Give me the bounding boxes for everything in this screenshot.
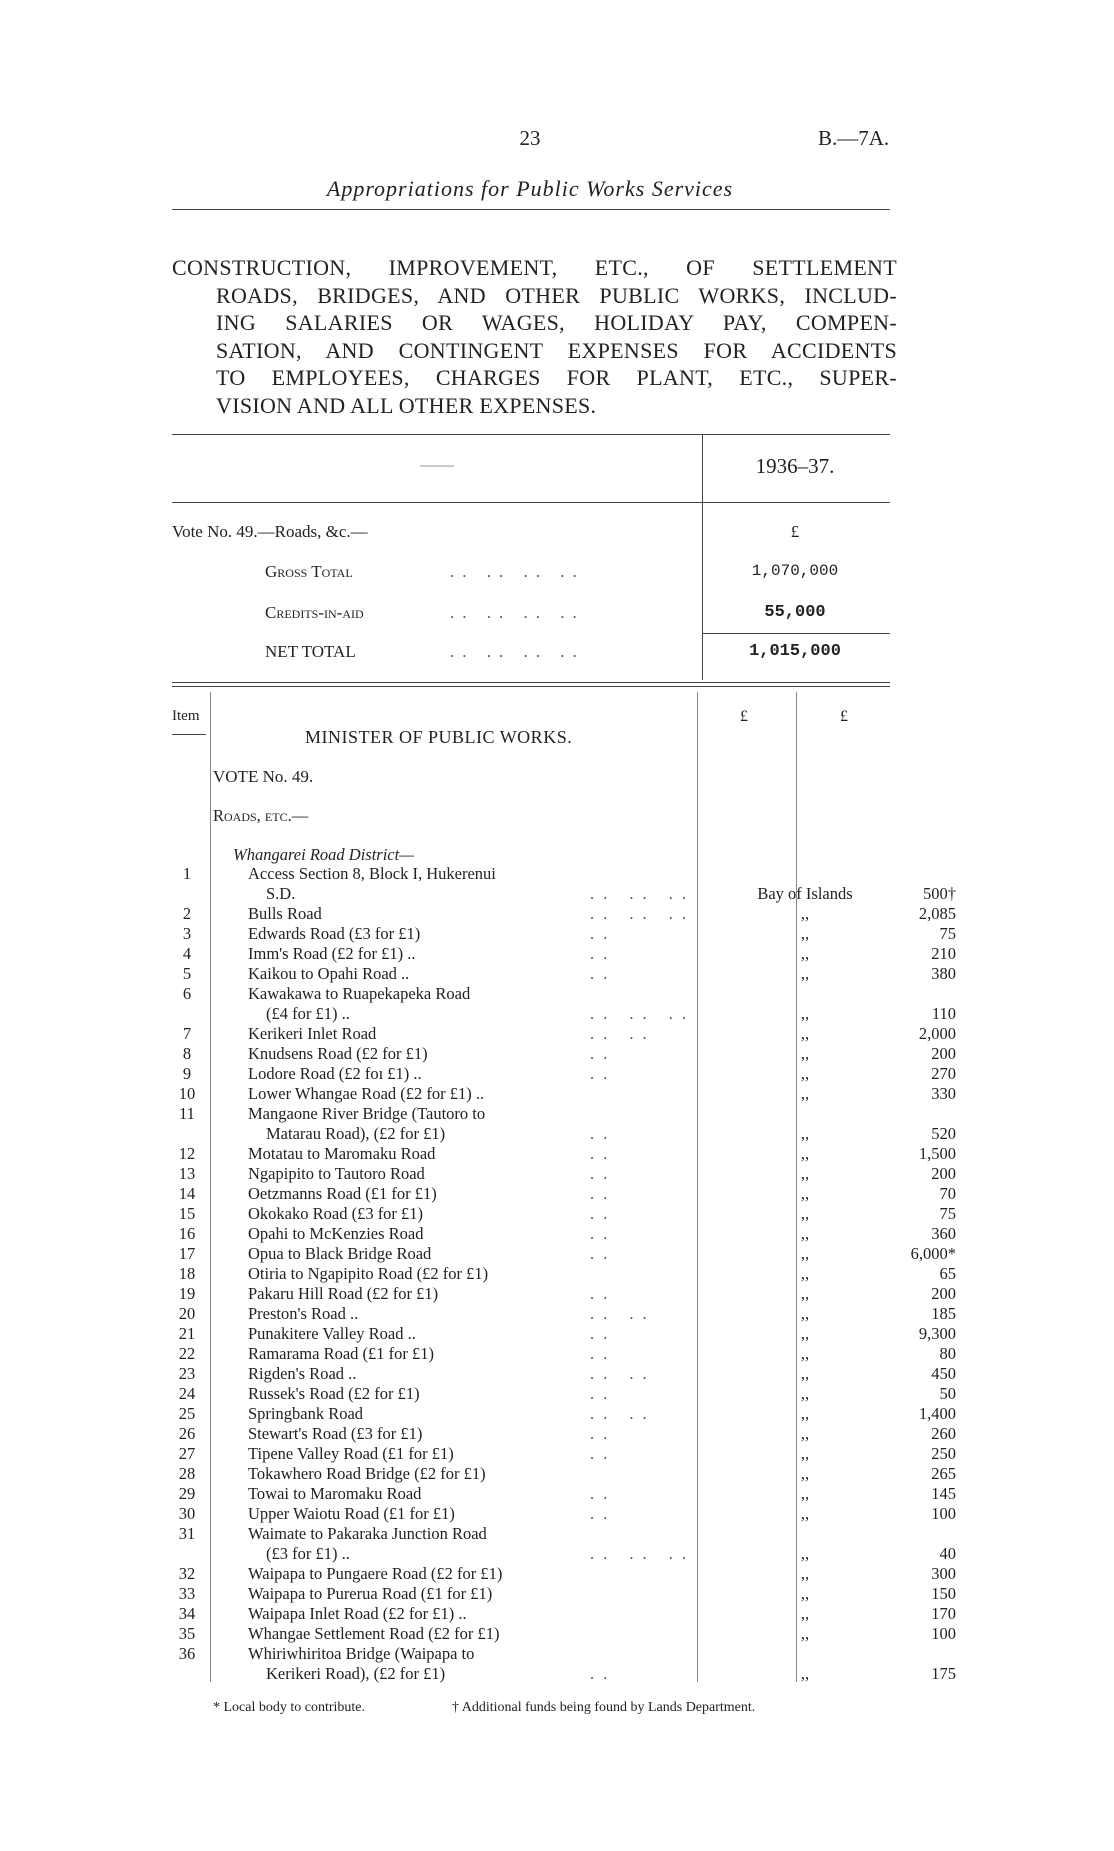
amount: 50: [939, 1384, 956, 1403]
amount: 300: [931, 1564, 956, 1583]
item-number: 30: [178, 1504, 196, 1523]
amount: 65: [939, 1264, 956, 1283]
county-name: Bay of Islands: [757, 884, 853, 903]
road-name: Waipapa Inlet Road (£2 for £1) ..: [248, 1604, 467, 1623]
leader-dots: ..: [590, 1284, 617, 1303]
table-row: [170, 1024, 1030, 1044]
county-name: ,,: [800, 1284, 810, 1303]
table-row: [170, 1084, 1030, 1104]
table-row: [170, 1144, 1030, 1164]
item-number: 31: [178, 1524, 196, 1543]
item-number: 23: [178, 1364, 196, 1383]
leader-dots: ..: [590, 1204, 617, 1223]
table-row: [170, 1524, 1030, 1544]
leader-dots: .. .. .. ..: [450, 642, 585, 661]
county-name: ,,: [800, 1304, 810, 1323]
item-number: 21: [178, 1324, 196, 1343]
leader-dots: ..: [590, 1344, 617, 1363]
leader-dots: ..: [590, 1324, 617, 1343]
county-name: ,,: [800, 1064, 810, 1083]
road-name: Preston's Road ..: [248, 1304, 359, 1323]
vote-label: Vote No. 49.—Roads, &c.—: [172, 522, 368, 541]
item-number: 34: [178, 1604, 196, 1623]
items-list: [170, 864, 1030, 1684]
amount: 75: [939, 924, 956, 943]
amount: 330: [931, 1084, 956, 1103]
leader-dots: ..: [590, 1064, 617, 1083]
road-name: Kerikeri Inlet Road: [248, 1024, 377, 1043]
heading-line: SATION, AND CONTINGENT EXPENSES FOR ACCIDENTS: [216, 337, 897, 363]
item-number: 11: [179, 1104, 195, 1123]
table-row: [170, 1004, 1030, 1024]
road-name: Waimate to Pakaraka Junction Road: [248, 1524, 487, 1543]
heading-line: CONSTRUCTION, IMPROVEMENT, ETC., OF SETTLEMENT: [172, 255, 897, 280]
road-name: Otiria to Ngapipito Road (£2 for £1): [248, 1264, 489, 1283]
road-name: Tokawhero Road Bridge (£2 for £1): [248, 1464, 486, 1483]
road-name: S.D.: [266, 884, 296, 903]
table-row: [170, 1124, 1030, 1144]
item-number: 8: [182, 1044, 192, 1063]
leader-dots: .. .. .. ..: [450, 603, 585, 622]
county-name: ,,: [800, 1084, 810, 1103]
credits-in-aid-label: Credits-in-aid: [265, 603, 364, 622]
amount: 6,000*: [910, 1244, 956, 1263]
road-name: Tipene Valley Road (£1 for £1): [248, 1444, 454, 1463]
amount: 150: [931, 1584, 956, 1603]
table-row: [170, 964, 1030, 984]
summary-currency: £: [790, 522, 800, 541]
road-name: (£3 for £1) ..: [266, 1544, 350, 1563]
item-number: 2: [182, 904, 192, 923]
road-name: Imm's Road (£2 for £1) ..: [248, 944, 416, 963]
item-number: 18: [178, 1264, 196, 1283]
item-number: 36: [178, 1644, 196, 1663]
table-row: [170, 1164, 1030, 1184]
road-name: Springbank Road: [248, 1404, 364, 1423]
road-name: Okokako Road (£3 for £1): [248, 1204, 424, 1223]
year-column-header: 1936–37.: [755, 454, 835, 478]
amount: 260: [931, 1424, 956, 1443]
leader-dots: ..: [590, 924, 617, 943]
item-number: 13: [178, 1164, 196, 1183]
item-number: 26: [178, 1424, 196, 1443]
gross-total-label: Gross Total: [265, 562, 353, 581]
leader-dots: ..: [590, 1124, 617, 1143]
leader-dots: .. .. ..: [590, 1544, 695, 1563]
road-name: Lodore Road (£2 foı £1) ..: [248, 1064, 422, 1083]
table-row: [170, 1424, 1030, 1444]
item-number: 22: [178, 1344, 196, 1363]
amount: 200: [931, 1044, 956, 1063]
leader-dots: .. ..: [590, 1024, 656, 1043]
subtotal-rule: [702, 633, 890, 634]
table-row: [170, 904, 1030, 924]
road-name: Whangae Settlement Road (£2 for £1): [248, 1624, 500, 1643]
road-name: Matarau Road), (£2 for £1): [266, 1124, 446, 1143]
item-number: 27: [178, 1444, 196, 1463]
table-row: [170, 1504, 1030, 1524]
amount: 75: [939, 1204, 956, 1223]
leader-dots: ..: [590, 1384, 617, 1403]
amount: 175: [931, 1664, 956, 1683]
county-name: ,,: [800, 1384, 810, 1403]
leader-dots: .. .. .. ..: [450, 562, 585, 581]
county-name: ,,: [800, 1364, 810, 1383]
amount: 520: [931, 1124, 956, 1143]
road-name: Oetzmanns Road (£1 for £1): [248, 1184, 437, 1203]
road-name: Bulls Road: [248, 904, 322, 923]
amount: 500†: [923, 884, 956, 903]
table-row: [170, 1624, 1030, 1644]
item-number: 28: [178, 1464, 196, 1483]
summary-bottom-rule-double: [172, 686, 890, 687]
currency-header-2: £: [840, 708, 848, 725]
leader-dots: ..: [590, 1224, 617, 1243]
road-name: Punakitere Valley Road ..: [248, 1324, 416, 1343]
table-row: [170, 1364, 1030, 1384]
item-number: 29: [178, 1484, 196, 1503]
item-number: 7: [182, 1024, 192, 1043]
item-number: 24: [178, 1384, 196, 1403]
county-name: ,,: [800, 1164, 810, 1183]
road-name: Opahi to McKenzies Road: [248, 1224, 424, 1243]
table-row: [170, 1564, 1030, 1584]
table-row: [170, 1104, 1030, 1124]
net-total-value: 1,015,000: [749, 642, 841, 661]
road-name: Pakaru Hill Road (£2 for £1): [248, 1284, 439, 1303]
road-name: Edwards Road (£3 for £1): [248, 924, 421, 943]
road-name: Mangaone River Bridge (Tautoro to: [248, 1104, 486, 1123]
table-row: [170, 884, 1030, 904]
amount: 170: [931, 1604, 956, 1623]
county-name: ,,: [800, 1324, 810, 1343]
road-name: Stewart's Road (£3 for £1): [248, 1424, 423, 1443]
summary-bottom-rule: [172, 682, 890, 683]
item-number: 25: [178, 1404, 196, 1423]
leader-dots: .. ..: [590, 1364, 656, 1383]
amount: 360: [931, 1224, 956, 1243]
county-name: ,,: [800, 1264, 810, 1283]
item-header-rule: [172, 734, 206, 735]
amount: 210: [931, 944, 956, 963]
table-row: [170, 1184, 1030, 1204]
table-row: [170, 1664, 1030, 1684]
road-name: Kawakawa to Ruapekapeka Road: [248, 984, 471, 1003]
table-row: [170, 1304, 1030, 1324]
item-number: 19: [178, 1284, 196, 1303]
county-name: ,,: [800, 1504, 810, 1523]
table-row: [170, 1384, 1030, 1404]
table-row: [170, 1484, 1030, 1504]
county-name: ,,: [800, 944, 810, 963]
section-heading: Roads, etc.—: [213, 806, 309, 825]
table-row: [170, 924, 1030, 944]
footnote-lands-department: † Additional funds being found by Lands Department.: [452, 1700, 756, 1715]
amount: 9,300: [918, 1324, 956, 1343]
amount: 1,400: [918, 1404, 956, 1423]
leader-dots: .. .. ..: [590, 904, 695, 923]
item-number: 33: [178, 1584, 196, 1603]
item-number: 35: [178, 1624, 196, 1643]
table-row: [170, 1284, 1030, 1304]
leader-dots: ..: [590, 964, 617, 983]
amount: 2,000: [918, 1024, 956, 1043]
leader-dots: ..: [590, 1144, 617, 1163]
footnote-local-body: * Local body to contribute.: [213, 1700, 366, 1715]
county-name: ,,: [800, 1184, 810, 1203]
item-number: 6: [182, 984, 192, 1003]
amount: 200: [931, 1284, 956, 1303]
header-rule: [172, 209, 890, 210]
county-name: ,,: [800, 1544, 810, 1563]
county-name: ,,: [800, 1004, 810, 1023]
county-name: ,,: [800, 904, 810, 923]
amount: 250: [931, 1444, 956, 1463]
leader-dots: ..: [590, 1504, 617, 1523]
heading-line: VISION AND ALL OTHER EXPENSES.: [216, 392, 597, 418]
road-name: (£4 for £1) ..: [266, 1004, 350, 1023]
heading-line: TO EMPLOYEES, CHARGES FOR PLANT, ETC., SUPER-: [216, 365, 897, 390]
table-row: [170, 1324, 1030, 1344]
leader-dots: ..: [590, 1184, 617, 1203]
table-row: [170, 1224, 1030, 1244]
table-row: [170, 1044, 1030, 1064]
road-name: Access Section 8, Block I, Hukerenui: [248, 864, 496, 883]
county-name: ,,: [800, 1244, 810, 1263]
county-name: ,,: [800, 1144, 810, 1163]
table-row: [170, 1244, 1030, 1264]
page-number: 23: [519, 126, 541, 150]
table-row: [170, 1604, 1030, 1624]
table-row: [170, 1544, 1030, 1564]
document-reference: B.—7A.: [818, 126, 890, 150]
county-name: ,,: [800, 1404, 810, 1423]
table-row: [170, 944, 1030, 964]
amount: 450: [931, 1364, 956, 1383]
county-name: ,,: [800, 1424, 810, 1443]
district-heading: Whangarei Road District—: [233, 845, 414, 864]
item-number: 1: [182, 864, 192, 883]
amount: 100: [931, 1624, 956, 1643]
table-row: [170, 1644, 1030, 1664]
county-name: ,,: [800, 1204, 810, 1223]
road-name: Waipapa to Purerua Road (£1 for £1): [248, 1584, 493, 1603]
blank-column-header: ——: [420, 455, 454, 474]
road-name: Opua to Black Bridge Road: [248, 1244, 432, 1263]
table-row: [170, 1064, 1030, 1084]
currency-header-1: £: [740, 708, 748, 725]
item-number: 15: [178, 1204, 196, 1223]
road-name: Towai to Maromaku Road: [248, 1484, 422, 1503]
item-number: 4: [182, 944, 192, 963]
road-name: Ngapipito to Tautoro Road: [248, 1164, 425, 1183]
item-number: 10: [178, 1084, 196, 1103]
heading-line: ING SALARIES OR WAGES, HOLIDAY PAY, COMPEN-: [216, 310, 897, 335]
county-name: ,,: [800, 1604, 810, 1623]
item-column-header: Item: [172, 708, 200, 724]
road-name: Kaikou to Opahi Road ..: [248, 964, 410, 983]
table-row: [170, 1204, 1030, 1224]
summary-header-rule: [172, 502, 890, 503]
county-name: ,,: [800, 924, 810, 943]
table-row: [170, 864, 1030, 884]
main-heading: [172, 254, 897, 419]
item-number: 16: [178, 1224, 196, 1243]
road-name: Upper Waiotu Road (£1 for £1): [248, 1504, 455, 1523]
county-name: ,,: [800, 964, 810, 983]
leader-dots: ..: [590, 1424, 617, 1443]
summary-top-rule: [172, 434, 890, 435]
amount: 145: [931, 1484, 956, 1503]
item-number: 20: [178, 1304, 196, 1323]
item-number: 14: [178, 1184, 196, 1203]
road-name: Waipapa to Pungaere Road (£2 for £1): [248, 1564, 503, 1583]
leader-dots: ..: [590, 1444, 617, 1463]
leader-dots: .. .. ..: [590, 884, 695, 903]
gross-total-value: 1,070,000: [751, 562, 839, 580]
road-name: Kerikeri Road), (£2 for £1): [266, 1664, 446, 1683]
item-number: 3: [182, 924, 192, 943]
table-row: [170, 1584, 1030, 1604]
amount: 1,500: [918, 1144, 956, 1163]
road-name: Knudsens Road (£2 for £1): [248, 1044, 428, 1063]
amount: 270: [931, 1064, 956, 1083]
amount: 2,085: [918, 904, 956, 923]
leader-dots: ..: [590, 944, 617, 963]
road-name: Whiriwhiritoa Bridge (Waipapa to: [248, 1644, 475, 1663]
county-name: ,,: [800, 1484, 810, 1503]
county-name: ,,: [800, 1664, 810, 1683]
county-name: ,,: [800, 1464, 810, 1483]
amount: 80: [939, 1344, 956, 1363]
leader-dots: ..: [590, 1244, 617, 1263]
table-row: [170, 1404, 1030, 1424]
item-number: 9: [182, 1064, 192, 1083]
road-name: Russek's Road (£2 for £1): [248, 1384, 420, 1403]
road-name: Rigden's Road ..: [248, 1364, 357, 1383]
amount: 40: [939, 1544, 956, 1563]
county-name: ,,: [800, 1444, 810, 1463]
leader-dots: ..: [590, 1664, 617, 1683]
county-name: ,,: [800, 1564, 810, 1583]
leader-dots: ..: [590, 1044, 617, 1063]
county-name: ,,: [800, 1344, 810, 1363]
page-title: Appropriations for Public Works Services: [326, 176, 734, 201]
leader-dots: ..: [590, 1164, 617, 1183]
county-name: ,,: [800, 1624, 810, 1643]
table-row: [170, 1264, 1030, 1284]
item-number: 5: [182, 964, 192, 983]
minister-heading: MINISTER OF PUBLIC WORKS.: [305, 727, 573, 747]
net-total-label: NET TOTAL: [265, 642, 356, 661]
road-name: Ramarama Road (£1 for £1): [248, 1344, 435, 1363]
leader-dots: .. .. ..: [590, 1004, 695, 1023]
leader-dots: ..: [590, 1484, 617, 1503]
item-number: 17: [178, 1244, 196, 1263]
amount: 110: [931, 1004, 956, 1023]
amount: 70: [939, 1184, 956, 1203]
item-number: 32: [178, 1564, 196, 1583]
amount: 200: [931, 1164, 956, 1183]
amount: 265: [931, 1464, 956, 1483]
county-name: ,,: [800, 1124, 810, 1143]
leader-dots: .. ..: [590, 1304, 656, 1323]
amount: 100: [931, 1504, 956, 1523]
road-name: Motatau to Maromaku Road: [248, 1144, 436, 1163]
amount: 185: [931, 1304, 956, 1323]
leader-dots: .. ..: [590, 1404, 656, 1423]
table-row: [170, 1344, 1030, 1364]
table-row: [170, 1444, 1030, 1464]
heading-line: ROADS, BRIDGES, AND OTHER PUBLIC WORKS, INCLUD-: [216, 282, 897, 308]
county-name: ,,: [800, 1024, 810, 1043]
credits-in-aid-value: 55,000: [764, 603, 826, 622]
vote-heading: VOTE No. 49.: [213, 767, 314, 786]
amount: 380: [931, 964, 956, 983]
county-name: ,,: [800, 1584, 810, 1603]
road-name: Lower Whangae Road (£2 for £1) ..: [248, 1084, 485, 1103]
item-number: 12: [178, 1144, 196, 1163]
table-row: [170, 984, 1030, 1004]
table-row: [170, 1464, 1030, 1484]
county-name: ,,: [800, 1224, 810, 1243]
county-name: ,,: [800, 1044, 810, 1063]
